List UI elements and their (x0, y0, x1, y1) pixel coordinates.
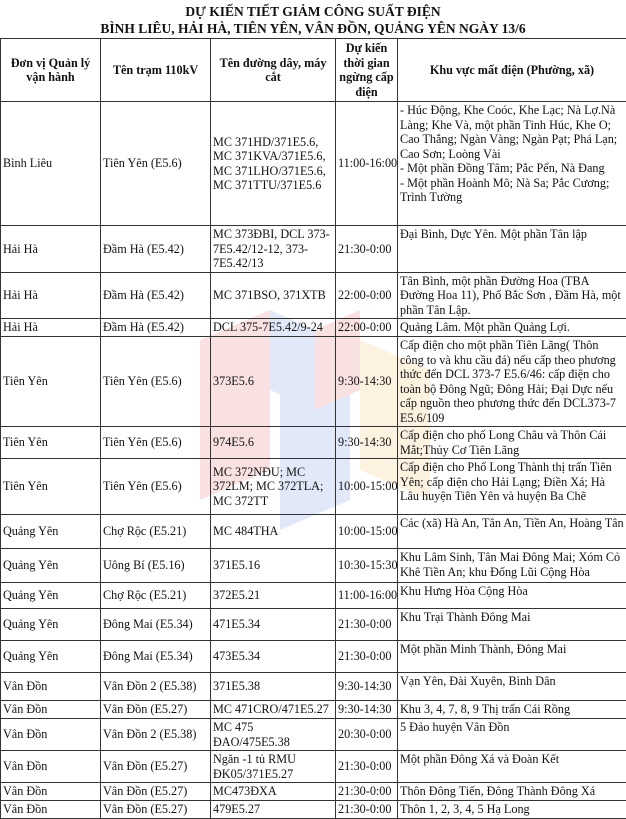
cell-time: 9:30-14:30 (336, 337, 398, 427)
table-row (1, 102, 626, 226)
cell-line: MC 475 ĐAO/475E5.38 (211, 719, 336, 751)
cell-unit: Vân Đồn (1, 783, 101, 801)
table-row (1, 609, 626, 641)
cell-time: 21:30-0:00 (336, 609, 398, 641)
table-row (1, 549, 626, 583)
table-row (1, 673, 626, 701)
cell-unit: Tiên Yên (1, 337, 101, 427)
cell-unit: Vân Đồn (1, 751, 101, 783)
cell-line: MC 371HD/371E5.6, MC 371KVA/371E5.6, MC 371LHO/371E5.6, MC 371TTU/371E5.6 (211, 102, 336, 226)
cell-station: Uông Bí (E5.16) (101, 549, 211, 583)
cell-unit: Vân Đồn (1, 719, 101, 751)
cell-unit: Hải Hà (1, 226, 101, 273)
cell-unit: Quảng Yên (1, 609, 101, 641)
table-row (1, 641, 626, 673)
cell-area: Các (xã) Hà An, Tân An, Tiền An, Hoàng Tân (398, 515, 626, 549)
cell-time: 11:00-16:00 (336, 102, 398, 226)
cell-unit: Tiên Yên (1, 459, 101, 515)
cell-station: Chợ Rộc (E5.21) (101, 583, 211, 609)
cell-station: Vân Đồn 2 (E5.38) (101, 719, 211, 751)
cell-line: MC 373ĐBI, DCL 373-7E5.42/12-12, 373-7E5.42/13 (211, 226, 336, 273)
cell-time: 9:30-14:30 (336, 701, 398, 719)
table-row (1, 226, 626, 273)
cell-station: Tiên Yên (E5.6) (101, 459, 211, 515)
cell-time: 20:30-0:00 (336, 719, 398, 751)
cell-time: 21:30-0:00 (336, 226, 398, 273)
cell-line: 471E5.34 (211, 609, 336, 641)
table-row (1, 701, 626, 719)
table-header-row (1, 39, 626, 102)
table-row (1, 751, 626, 783)
cell-line: MC 371BSO, 371XTB (211, 272, 336, 319)
cell-area: Cấp điện cho Phố Long Thành thị trấn Tiên Yên; cấp điện cho Hải Lạng; Điền Xá; Hà Lâu huyện Tiên Yên và huyện Ba Chẽ (398, 459, 626, 515)
cell-area: Đại Bình, Dực Yên. Một phần Tân lập (398, 226, 626, 273)
cell-station: Tiên Yên (E5.6) (101, 427, 211, 459)
cell-time: 10:00-15:00 (336, 459, 398, 515)
cell-area: Quảng Lâm. Một phần Quảng Lợi. (398, 319, 626, 337)
document-title (0, 0, 626, 37)
cell-line: MC473ĐXA (211, 783, 336, 801)
cell-line: 479E5.27 (211, 801, 336, 819)
cell-unit: Quảng Yên (1, 641, 101, 673)
table-row (1, 272, 626, 319)
cell-time: 10:00-15:00 (336, 515, 398, 549)
cell-line: DCL 375-7E5.42/9-24 (211, 319, 336, 337)
cell-time: 21:30-0:00 (336, 641, 398, 673)
cell-line: MC 484THA (211, 515, 336, 549)
cell-line: 371E5.16 (211, 549, 336, 583)
cell-station: Vân Đồn 2 (E5.38) (101, 673, 211, 701)
cell-area: Cấp điện cho một phần Tiên Lãng( Thôn công to và khu cầu đá) nếu cấp theo phương thức đến DCL 373-7 E5.6/46: cấp điện cho toàn bộ Đông Ngũ; Đông Hải; Đại Dực nếu cấp nguồn theo phương thức đến DCL373-7 E5.6/109 (398, 337, 626, 427)
cell-time: 22:00-0:00 (336, 319, 398, 337)
cell-unit: Bình Liêu (1, 102, 101, 226)
header-time: Dự kiến thời gian ngừng cấp điện (336, 39, 398, 102)
cell-station: Vân Đồn (E5.27) (101, 751, 211, 783)
cell-time: 10:30-15:30 (336, 549, 398, 583)
cell-area: Khu Lâm Sinh, Tân Mai Đông Mai; Xóm Cỏ Khê Tiền An; khu Đống Lũi Cộng Hòa (398, 549, 626, 583)
cell-station: Vân Đồn (E5.27) (101, 801, 211, 819)
cell-area: Tân Bình, một phần Đường Hoa (TBA Đường Hoa 11), Phố Bắc Sơn , Đầm Hà, một phần Tân Lập. (398, 272, 626, 319)
cell-unit: Vân Đồn (1, 701, 101, 719)
cell-area: Một phần Đông Xá và Đoàn Kết (398, 751, 626, 783)
cell-time: 21:30-0:00 (336, 801, 398, 819)
cell-unit: Tiên Yên (1, 427, 101, 459)
cell-station: Đông Mai (E5.34) (101, 609, 211, 641)
outage-table (0, 38, 626, 819)
cell-line: 373E5.6 (211, 337, 336, 427)
table-row (1, 515, 626, 549)
cell-unit: Hải Hà (1, 272, 101, 319)
table-row (1, 319, 626, 337)
cell-area: Thôn 1, 2, 3, 4, 5 Hạ Long (398, 801, 626, 819)
cell-area: 5 Đảo huyện Vân Đồn (398, 719, 626, 751)
cell-time: 9:30-14:30 (336, 427, 398, 459)
cell-station: Vân Đồn (E5.27) (101, 783, 211, 801)
cell-time: 9:30-14:30 (336, 673, 398, 701)
cell-station: Đầm Hà (E5.42) (101, 226, 211, 273)
cell-line: 371E5.38 (211, 673, 336, 701)
cell-time: 21:30-0:00 (336, 751, 398, 783)
title-line-2: BÌNH LIÊU, HẢI HÀ, TIÊN YÊN, VÂN ĐỒN, QUẢNG YÊN NGÀY 13/6 (0, 20, 626, 37)
header-unit: Đơn vị Quản lý vận hành (1, 39, 101, 102)
cell-unit: Quảng Yên (1, 549, 101, 583)
table-row (1, 719, 626, 751)
cell-station: Vân Đồn (E5.27) (101, 701, 211, 719)
cell-area: Vạn Yên, Đài Xuyên, Bình Dân (398, 673, 626, 701)
cell-station: Đầm Hà (E5.42) (101, 272, 211, 319)
cell-time: 21:30-0:00 (336, 783, 398, 801)
cell-line: 473E5.34 (211, 641, 336, 673)
cell-unit: Vân Đồn (1, 673, 101, 701)
cell-unit: Quảng Yên (1, 583, 101, 609)
table-row (1, 427, 626, 459)
cell-area: - Húc Động, Khe Coóc, Khe Lạc; Nà Lợ.Nà Làng; Khe Và, một phần Tinh Húc, Khe O; Cao Thắng; Ngàn Vàng; Ngàn Pạt; Phá Lạn; Cao Sơn; Loòng Vài - Một phần Đồng Tâm; Pắc Pển, Nà Đang - Một phần Hoành Mô; Nà Sa; Pắc Cương; Trình Tường (398, 102, 626, 226)
cell-unit: Hải Hà (1, 319, 101, 337)
header-line: Tên đường dây, máy cắt (211, 39, 336, 102)
cell-area: Cấp điện cho phố Long Châu và Thôn Cái Mắt;Thủy Cơ Tiên Lãng (398, 427, 626, 459)
title-line-1: DỰ KIẾN TIẾT GIẢM CÔNG SUẤT ĐIỆN (0, 3, 626, 20)
cell-station: Chợ Rộc (E5.21) (101, 515, 211, 549)
cell-area: Khu Hưng Hòa Cộng Hòa (398, 583, 626, 609)
cell-line: MC 471CRO/471E5.27 (211, 701, 336, 719)
cell-unit: Vân Đồn (1, 801, 101, 819)
table-row (1, 583, 626, 609)
cell-area: Thôn Đông Tiến, Đông Thành Đông Xá (398, 783, 626, 801)
cell-line: 974E5.6 (211, 427, 336, 459)
cell-line: Ngăn -1 tủ RMU ĐK05/371E5.27 (211, 751, 336, 783)
cell-time: 22:00-0:00 (336, 272, 398, 319)
cell-unit: Quảng Yên (1, 515, 101, 549)
cell-station: Tiên Yên (E5.6) (101, 102, 211, 226)
cell-station: Tiên Yên (E5.6) (101, 337, 211, 427)
cell-station: Đầm Hà (E5.42) (101, 319, 211, 337)
header-area: Khu vực mất điện (Phường, xã) (398, 39, 626, 102)
cell-time: 11:00-16:00 (336, 583, 398, 609)
table-row (1, 459, 626, 515)
cell-line: 372E5.21 (211, 583, 336, 609)
table-row (1, 337, 626, 427)
cell-area: Khu 3, 4, 7, 8, 9 Thị trấn Cái Rồng (398, 701, 626, 719)
header-station: Tên trạm 110kV (101, 39, 211, 102)
cell-line: MC 372NĐU; MC 372LM; MC 372TLA; MC 372TT (211, 459, 336, 515)
cell-area: Một phần Minh Thành, Đông Mai (398, 641, 626, 673)
table-row (1, 801, 626, 819)
cell-station: Đông Mai (E5.34) (101, 641, 211, 673)
table-row (1, 783, 626, 801)
cell-area: Khu Trại Thành Đông Mai (398, 609, 626, 641)
